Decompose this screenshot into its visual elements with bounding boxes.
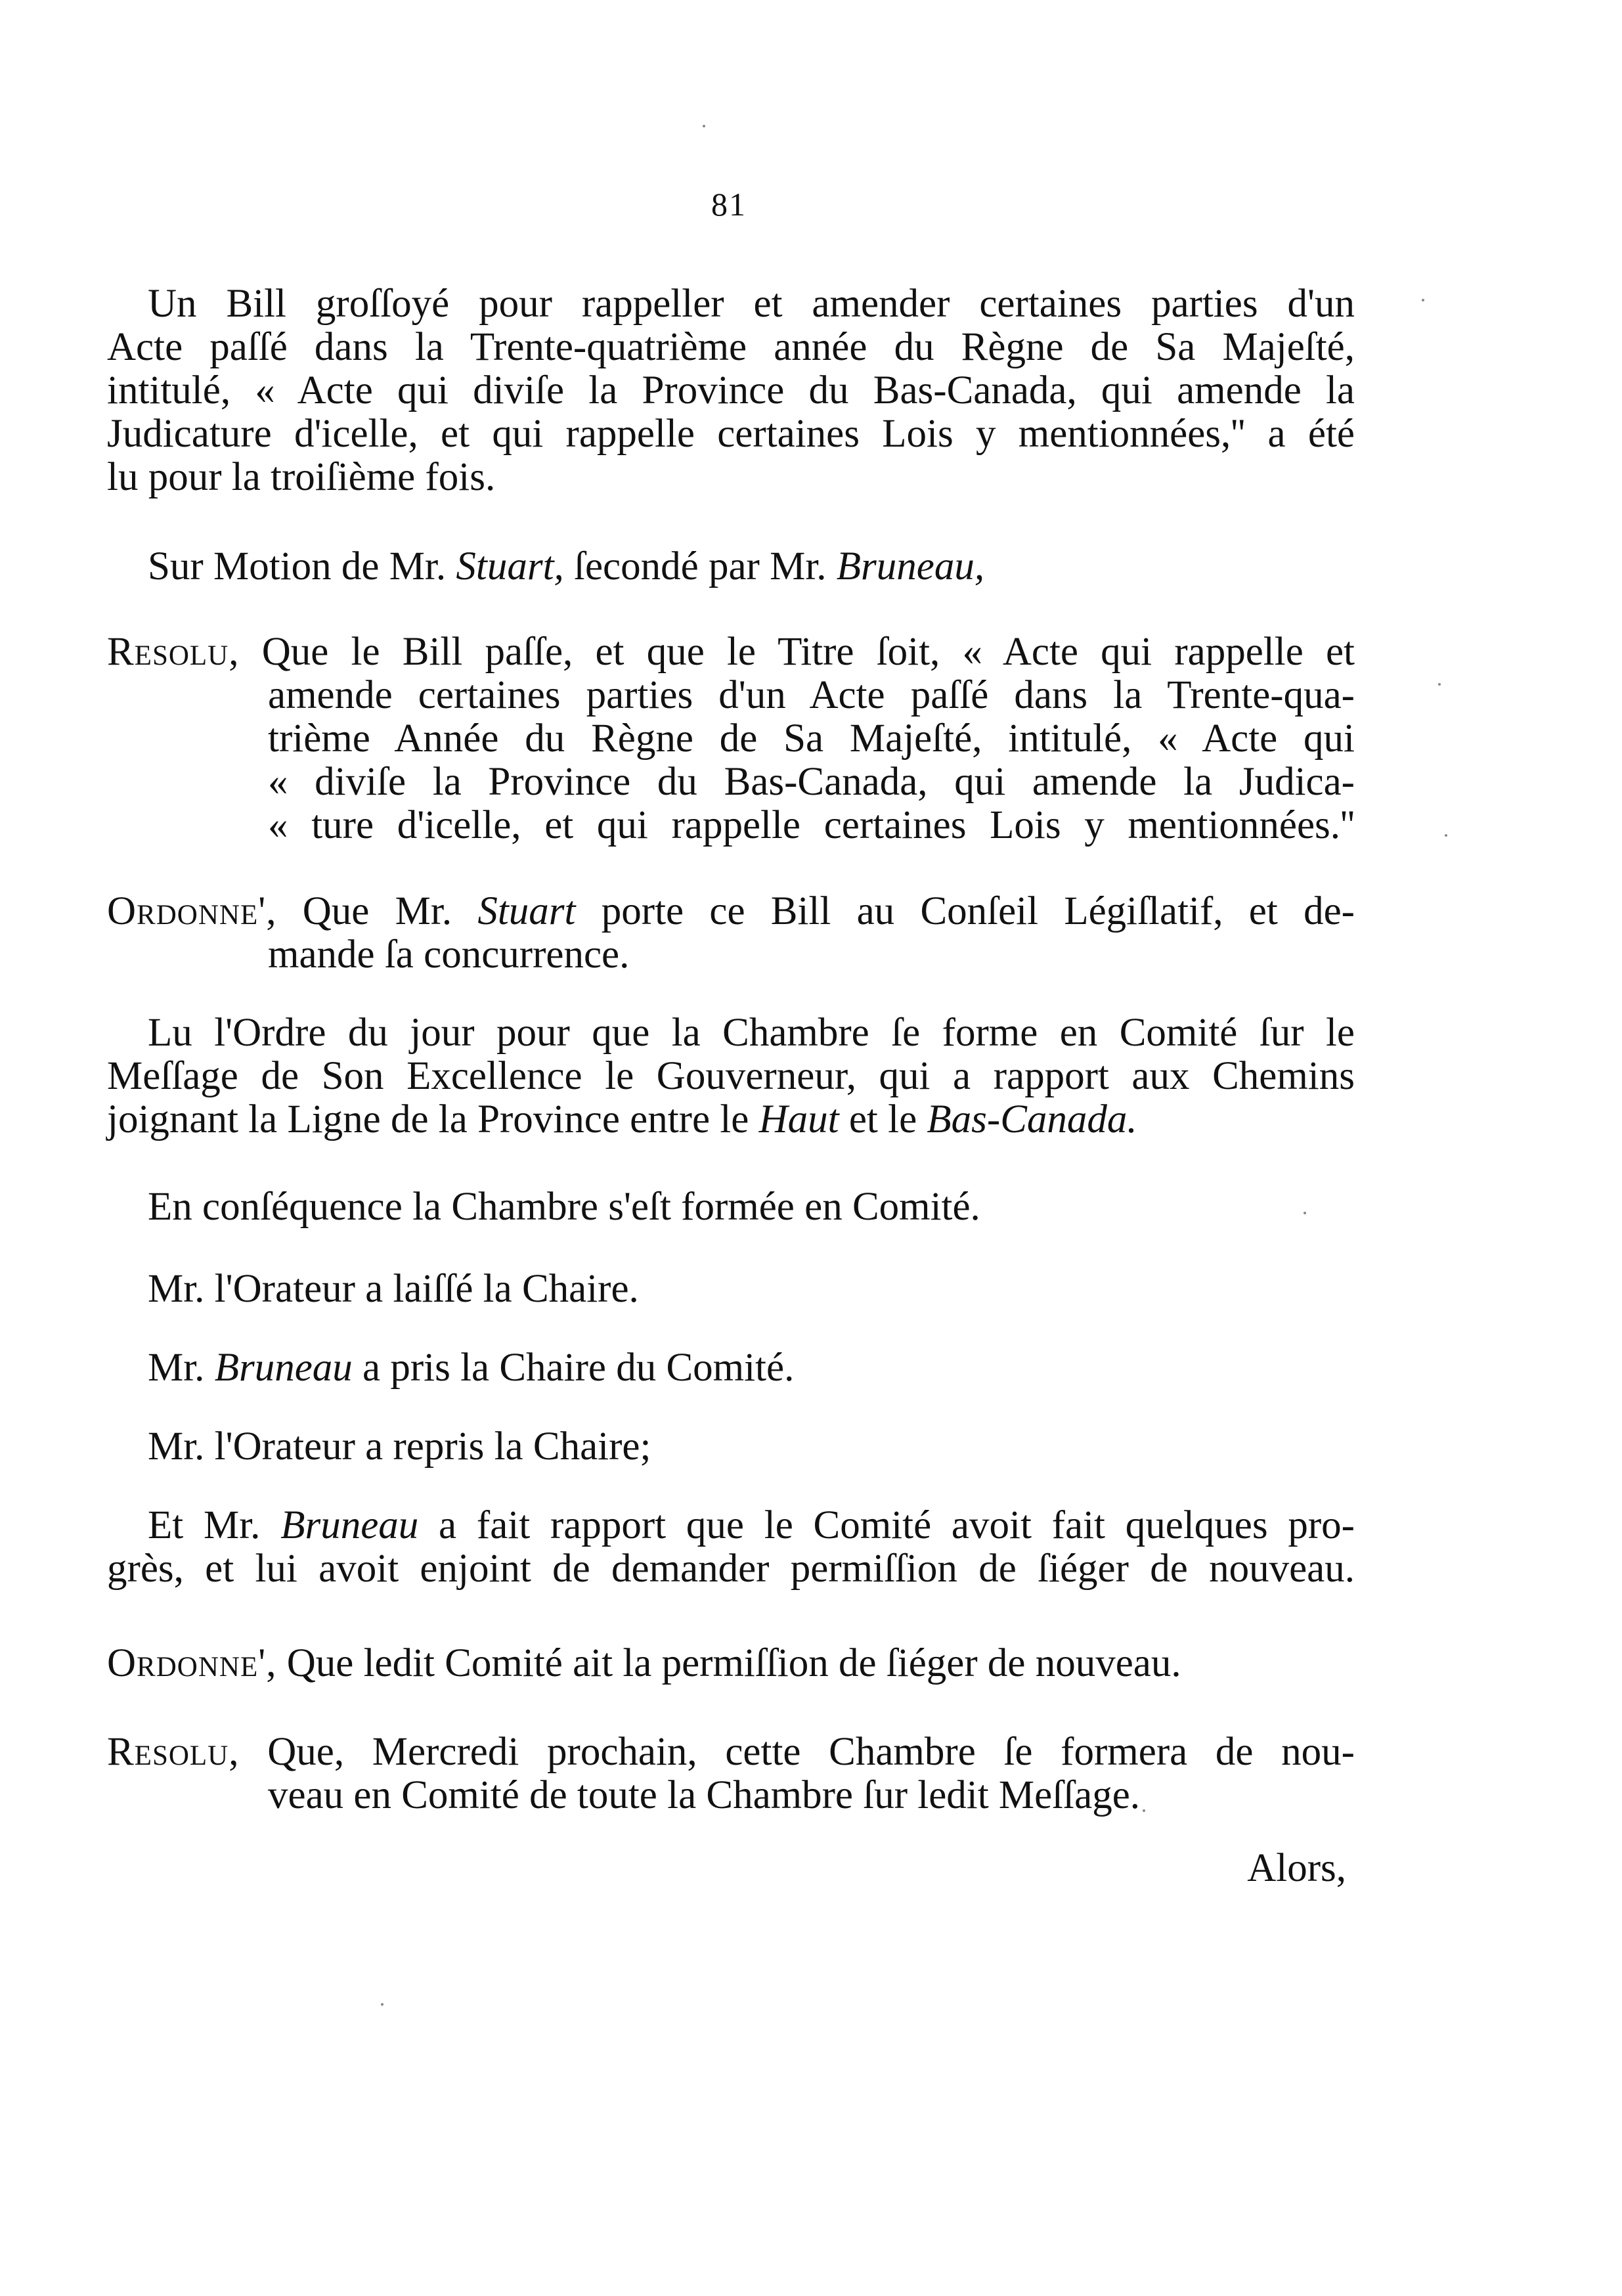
text-line: joignant la Ligne de la Province entre le Haut et le Bas-Canada. (107, 1097, 1137, 1141)
text-line: Mr. Bruneau a pris la Chaire du Comité. (148, 1346, 795, 1390)
text-line: Resolu, Que le Bill paſſe, et que le Titre ſoit, « Acte qui rappelle et (107, 630, 1355, 674)
text-line: Un Bill groſſoyé pour rappeller et amender certaines parties d'un (148, 282, 1355, 326)
text-line: Mr. l'Orateur a laiſſé la Chaire. (148, 1267, 639, 1311)
member-name: Stuart (477, 889, 576, 933)
text-line: Ordonne', Que Mr. Stuart porte ce Bill au Conſeil Légiſlatif, et de- (107, 889, 1355, 933)
member-name: Bruneau (214, 1346, 353, 1390)
text-line: mande ſa concurrence. (268, 933, 630, 977)
text-line: Lu l'Ordre du jour pour que la Chambre ſe forme en Comité ſur le (148, 1011, 1355, 1055)
text-line: amende certaines parties d'un Acte paſſé dans la Trente-qua- (268, 673, 1355, 717)
text-line: En conſéquence la Chambre s'eſt formée en Comité. (148, 1185, 980, 1229)
paragraph-resolution-wednesday (107, 1731, 1355, 1817)
text-line: « diviſe la Province du Bas-Canada, qui amende la Judica- (268, 760, 1355, 804)
scan-speck (1422, 299, 1424, 301)
text-line: Et Mr. Bruneau a fait rapport que le Comité avoit fait quelques pro- (148, 1503, 1355, 1547)
text-line: lu pour la troiſième fois. (107, 455, 496, 499)
scan-speck (1143, 1809, 1145, 1812)
paragraph-report (107, 1504, 1355, 1591)
paragraph-order-sit-again (107, 1642, 1355, 1685)
scan-speck (381, 2003, 384, 2006)
text-line: Meſſage de Son Excellence le Gouverneur, qui a rapport aux Chemins (107, 1054, 1355, 1098)
text-line: trième Année du Règne de Sa Majeſté, intitulé, « Acte qui (268, 717, 1355, 761)
text-line: Resolu, Que, Mercredi prochain, cette Chambre ſe formera de nou- (107, 1730, 1355, 1774)
page-number: 81 (711, 186, 747, 223)
text-line: Sur Motion de Mr. Stuart, ſecondé par Mr. Bruneau, (148, 544, 985, 588)
place-name: Bas-Canada. (927, 1097, 1137, 1141)
text-line: « ture d'icelle, et qui rappelle certaines Lois y mentionnées.'' (268, 803, 1355, 847)
paragraph-bill-third-reading (107, 282, 1355, 499)
scan-speck (1445, 834, 1447, 837)
member-name: Stuart, (456, 544, 564, 588)
text-line: grès, et lui avoit enjoint de demander permiſſion de ſiéger de nouveau. (107, 1547, 1355, 1591)
paragraph-speaker-left (107, 1268, 1355, 1311)
paragraph-resolution (107, 630, 1355, 847)
text-line: intitulé, « Acte qui diviſe la Province du Bas-Canada, qui amende la (107, 368, 1355, 412)
scan-speck (703, 125, 705, 127)
resolution-label: Resolu, (107, 630, 240, 674)
scan-speck (1438, 683, 1441, 686)
paragraph-speaker-resumed (107, 1425, 1355, 1468)
place-name: Haut (758, 1097, 839, 1141)
paragraph-committee-formed (107, 1185, 1355, 1229)
order-label: Ordonne', (107, 1641, 277, 1685)
paragraph-order-of-day (107, 1011, 1355, 1141)
member-name: Bruneau, (836, 544, 985, 588)
text-line: veau en Comité de toute la Chambre ſur ledit Meſſage. (268, 1773, 1141, 1817)
text-line: Judicature d'icelle, et qui rappelle certaines Lois y mentionnées,'' a été (107, 412, 1355, 456)
catchword: Alors, (1247, 1846, 1346, 1890)
paragraph-motion (107, 545, 1355, 588)
resolution-label: Resolu, (107, 1730, 240, 1774)
text-line: Ordonne', Que ledit Comité ait la permiſſion de ſiéger de nouveau. (107, 1641, 1181, 1685)
text-line: Acte paſſé dans la Trente-quatrième année du Règne de Sa Majeſté, (107, 325, 1355, 369)
order-label: Ordonne', (107, 889, 277, 933)
member-name: Bruneau (280, 1503, 419, 1547)
text-line: Mr. l'Orateur a repris la Chaire; (148, 1424, 651, 1468)
paragraph-order (107, 890, 1355, 977)
scan-speck (1304, 1212, 1306, 1214)
paragraph-chair-taken (107, 1346, 1355, 1390)
